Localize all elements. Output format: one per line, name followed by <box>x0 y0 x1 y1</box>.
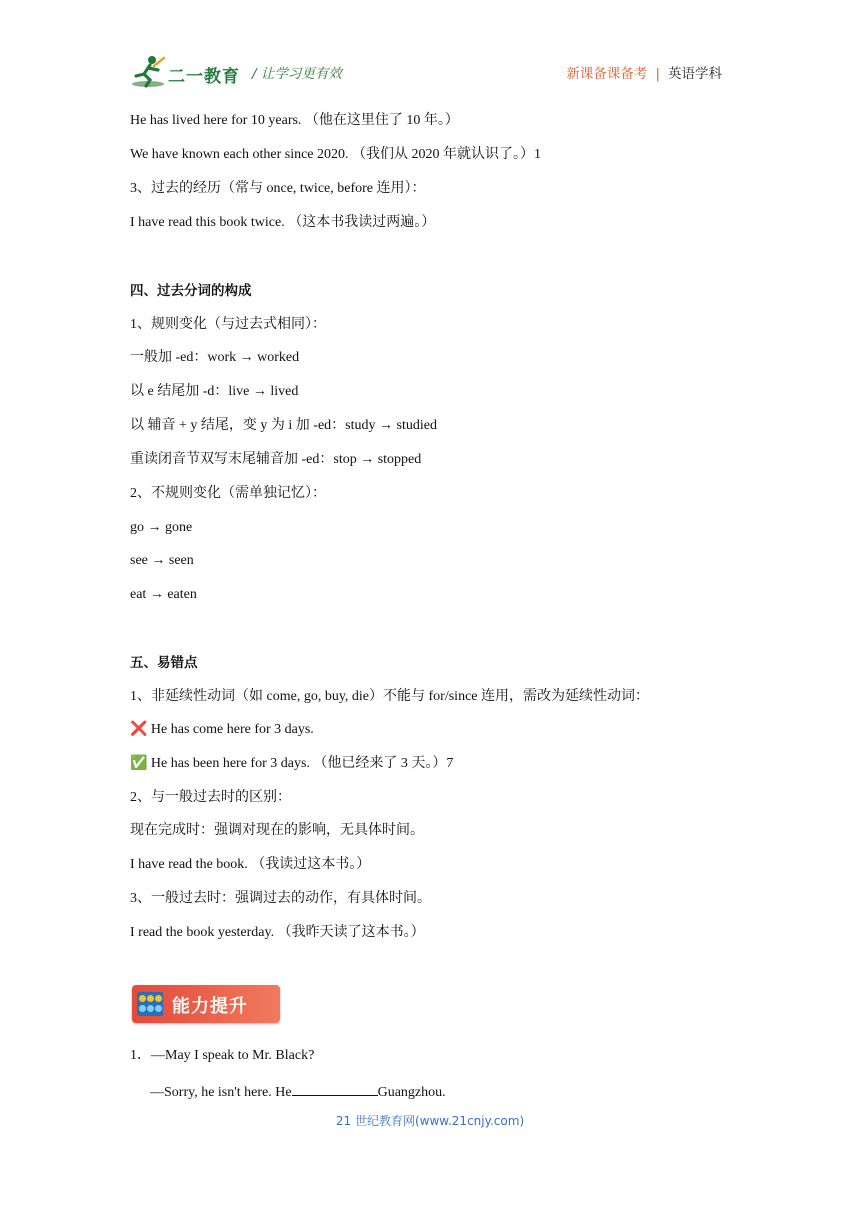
section-heading: 五、易错点 <box>130 655 198 671</box>
text-line: see → seen <box>130 553 194 568</box>
section-heading: 四、过去分词的构成 <box>130 283 252 299</box>
text-line: I have read the book. （我读过这本书。） <box>130 857 371 872</box>
text-line: We have known each other since 2020. （我们从 2020 年就认识了。）1 <box>130 147 542 162</box>
text-line: He has lived here for 10 years. （他在这里住了 10 年。） <box>130 113 459 128</box>
runner-logo-icon <box>130 54 170 90</box>
header-separator: | <box>655 66 660 82</box>
text-line: 一般加 -ed：work → worked <box>130 350 300 365</box>
text-line: 2、不规则变化（需单独记忆）： <box>130 486 326 501</box>
text-line: 重读闭音节双写末尾辅音加 -ed：stop → stopped <box>130 452 422 467</box>
question-text-after: Guangzhou. <box>377 1085 446 1100</box>
header-slogan: / 让学习更有效 <box>252 66 342 82</box>
text-line: 3、一般过去时：强调过去的动作，有具体时间。 <box>130 891 431 906</box>
text-line: 现在完成时：强调对现在的影响，无具体时间。 <box>130 823 424 838</box>
text-line: 1、规则变化（与过去式相同）： <box>130 317 326 332</box>
text-line: 1、非延续性动词（如 come, go, buy, die）不能与 for/since 连用，需改为延续性动词： <box>130 689 649 704</box>
page-footer: 21 世纪教育网(www.21cnjy.com) <box>335 1114 525 1128</box>
question-line-2 <box>150 1081 446 1102</box>
answer-blank[interactable] <box>292 1081 378 1096</box>
banner-title: 能力提升 <box>172 996 248 1017</box>
logo <box>130 54 242 90</box>
logo-text: 二一教育 <box>168 67 240 87</box>
text-line: go → gone <box>130 520 193 535</box>
text-line: 3、过去的经历（常与 once, twice, before 连用）： <box>130 181 426 196</box>
text-line: 2、与一般过去时的区别： <box>130 790 291 805</box>
header-tag-right: 英语学科 <box>668 66 722 82</box>
question-text-before: —Sorry, he isn't here. He <box>150 1085 292 1100</box>
text-line-correct-example: ✅ He has been here for 3 days. （他已经来了 3 天。）7 <box>130 756 454 771</box>
question-line-1: 1．—May I speak to Mr. Black? <box>130 1048 315 1063</box>
text-line: eat → eaten <box>130 587 197 602</box>
ability-banner <box>132 985 280 1023</box>
text-line-wrong-example: ❌ He has come here for 3 days. <box>130 722 314 737</box>
people-icon <box>137 992 163 1016</box>
header-tag-left: 新课备课备考 <box>566 66 648 82</box>
text-line: 以 辅音 + y 结尾，变 y 为 i 加 -ed：study → studied <box>130 418 437 433</box>
text-line: 以 e 结尾加 -d：live → lived <box>130 384 299 399</box>
header-right <box>566 62 722 82</box>
text-line: I read the book yesterday. （我昨天读了这本书。） <box>130 925 425 940</box>
page-header <box>0 0 860 100</box>
text-line: I have read this book twice. （这本书我读过两遍。） <box>130 215 436 230</box>
